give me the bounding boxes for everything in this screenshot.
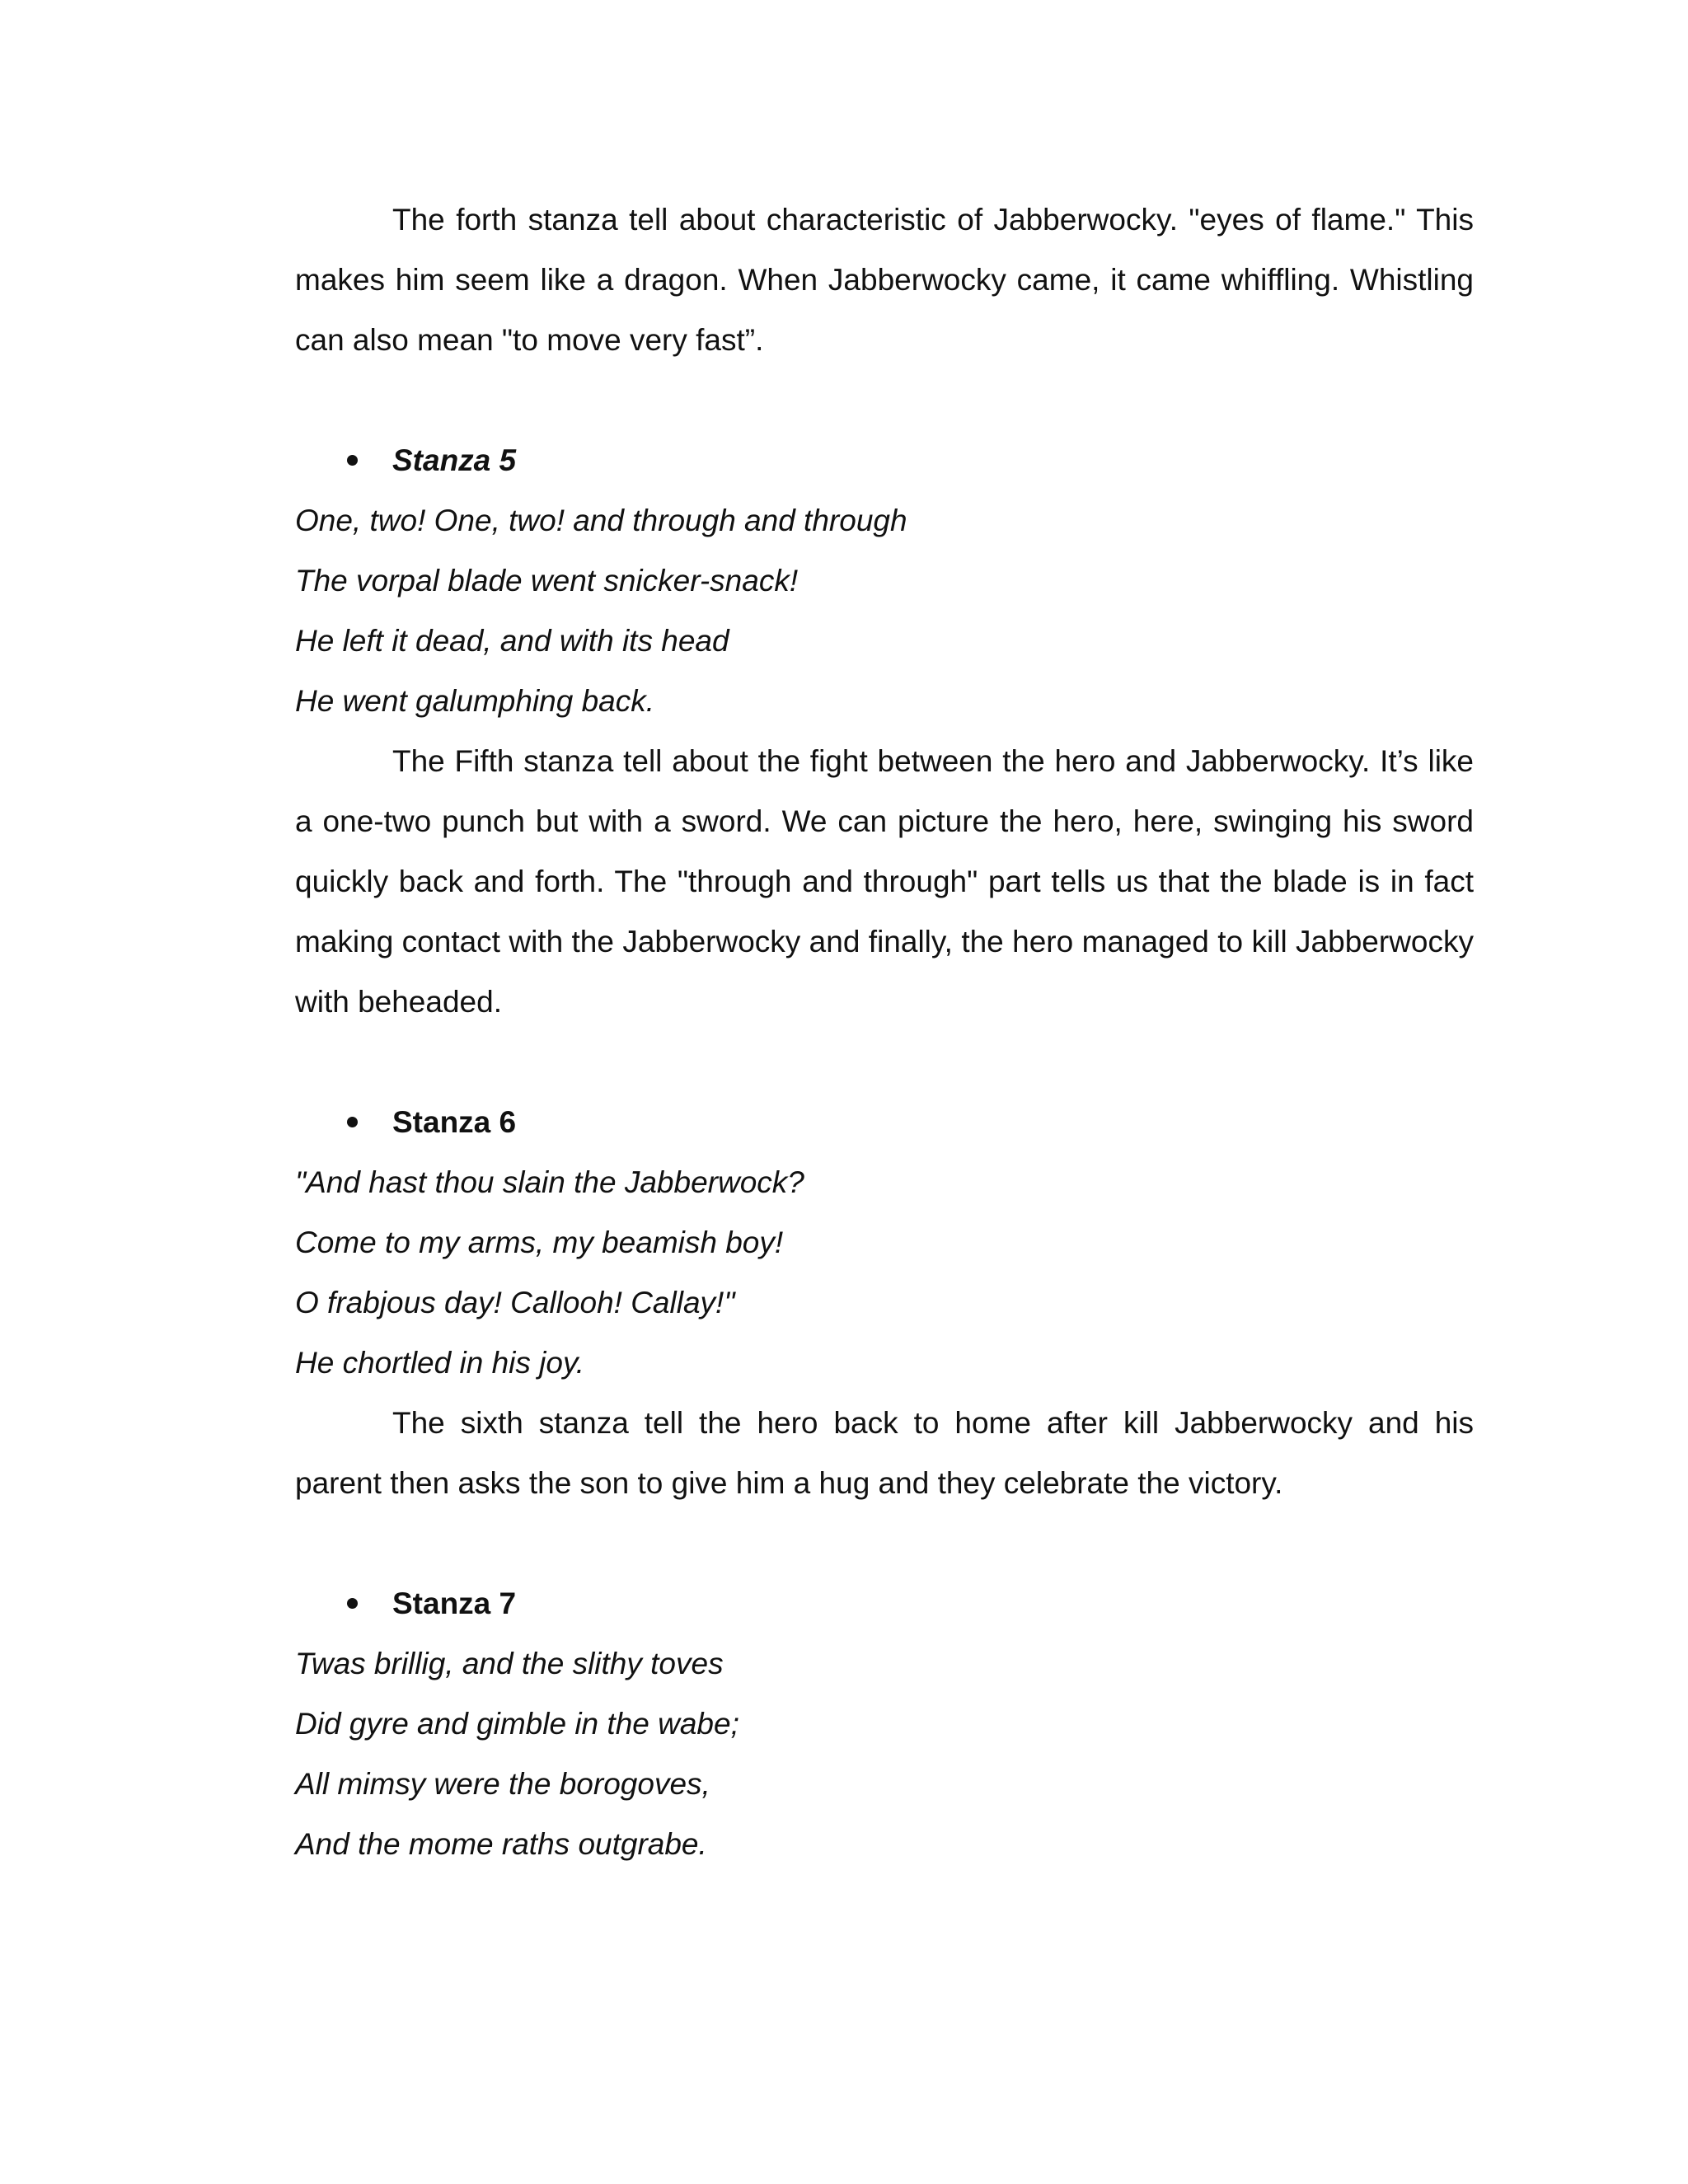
paragraph-stanza-4-commentary: The forth stanza tell about characteristic of Jabberwocky. "eyes of flame." This makes him seem like a dragon. When Jabberwocky came, it came whiffling. Whistling can also mean "to move very fast”. [295, 203, 1474, 357]
stanza-6-commentary: The sixth stanza tell the hero back to home after kill Jabberwocky and his parent then asks the son to give him a hug and they celebrate the victory. [295, 1406, 1474, 1500]
stanza-5-bullet [295, 430, 1474, 490]
spacer [295, 370, 1474, 430]
spacer [295, 1032, 1474, 1092]
bullet-icon [347, 455, 358, 466]
stanza-5-line-4: He went galumphing back. [295, 684, 655, 718]
stanza-5-line-1: One, two! One, two! and through and through [295, 504, 907, 537]
stanza-7-line-1: Twas brillig, and the slithy toves [295, 1647, 724, 1680]
stanza-5-line-3: He left it dead, and with its head [295, 624, 729, 658]
stanza-5-heading: Stanza 5 [392, 443, 517, 477]
stanza-7-line-2: Did gyre and gimble in the wabe; [295, 1707, 739, 1741]
stanza-7-line-3: All mimsy were the borogoves, [295, 1767, 710, 1801]
stanza-6-heading: Stanza 6 [392, 1105, 517, 1139]
stanza-6-line-3: O frabjous day! Callooh! Callay!" [295, 1286, 735, 1319]
stanza-6-bullet [295, 1092, 1474, 1152]
stanza-7-line-4: And the mome raths outgrabe. [295, 1827, 707, 1861]
stanza-7-bullet [295, 1573, 1474, 1633]
stanza-5-line-2: The vorpal blade went snicker-snack! [295, 564, 799, 598]
stanza-6-line-2: Come to my arms, my beamish boy! [295, 1226, 784, 1259]
bullet-icon [347, 1117, 358, 1127]
stanza-5-commentary: The Fifth stanza tell about the fight between the hero and Jabberwocky. It’s like a one-two punch but with a sword. We can picture the hero, here, swinging his sword quickly back and forth. The "through and through" part tells us that the blade is in fact making contact with the Jabberwocky and finally, the hero managed to kill Jabberwocky with beheaded. [295, 744, 1474, 1019]
stanza-7-heading: Stanza 7 [392, 1586, 517, 1620]
document-body [295, 190, 1474, 1874]
stanza-6-line-1: "And hast thou slain the Jabberwock? [295, 1165, 804, 1199]
spacer [295, 1513, 1474, 1573]
stanza-6-line-4: He chortled in his joy. [295, 1346, 584, 1380]
bullet-icon [347, 1598, 358, 1609]
